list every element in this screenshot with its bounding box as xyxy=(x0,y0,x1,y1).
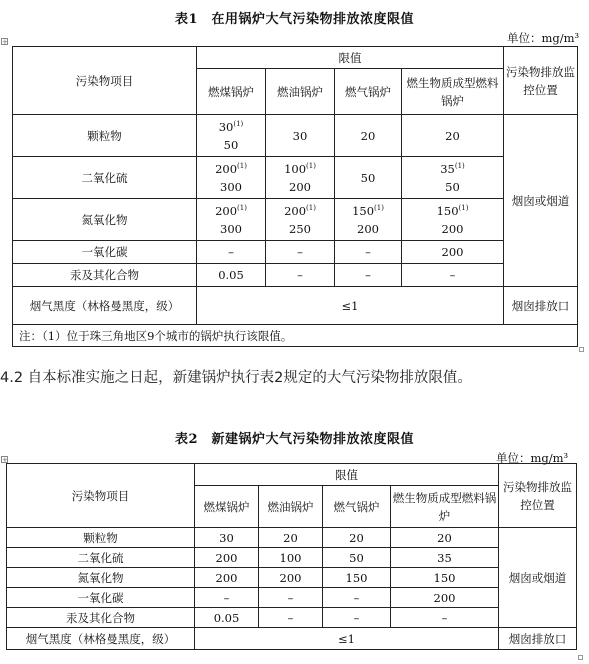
table-row xyxy=(13,241,578,264)
cell-coal: 200$^{(1)}$ 300 xyxy=(197,157,266,199)
header-monitor: 污染物排放监控位置 xyxy=(504,47,578,115)
table1-resize-handle-icon[interactable] xyxy=(579,347,584,352)
cell-biomass: 200 xyxy=(402,241,504,264)
cell-biomass: 20 xyxy=(402,115,504,157)
table2 xyxy=(6,463,577,650)
cell-oil: 200 xyxy=(259,568,323,588)
cell-oil: – xyxy=(259,608,323,628)
header-pollutant: 污染物项目 xyxy=(13,47,197,115)
table-row xyxy=(13,264,578,287)
header-biomass: 燃生物质成型燃料锅炉 xyxy=(402,69,504,115)
table-row xyxy=(7,548,577,568)
smoke-label: 烟气黑度（林格曼黑度，级） xyxy=(13,287,197,325)
row-name: 颗粒物 xyxy=(7,528,195,548)
table-row xyxy=(7,568,577,588)
row-name: 汞及其化合物 xyxy=(7,608,195,628)
cell-gas: 150$^{(1)}$ 200 xyxy=(335,199,402,241)
cell-coal: – xyxy=(195,588,259,608)
cell-coal: 200$^{(1)}$ 300 xyxy=(197,199,266,241)
paragraph-4-2: 4.2 自本标准实施之日起，新建锅炉执行表2规定的大气污染物排放限值。 xyxy=(0,370,472,386)
cell-biomass: 150$^{(1)}$ 200 xyxy=(402,199,504,241)
cell-coal: 30 xyxy=(195,528,259,548)
cell-oil: 100$^{(1)}$ 200 xyxy=(266,157,335,199)
cell-gas: 50 xyxy=(323,548,391,568)
table1-move-handle-icon[interactable]: + xyxy=(2,38,8,46)
cell-oil: 20 xyxy=(259,528,323,548)
header-limit: 限值 xyxy=(197,47,504,69)
row-name: 二氧化硫 xyxy=(7,548,195,568)
header-gas: 燃气锅炉 xyxy=(335,69,402,115)
smoke-value: ≤1 xyxy=(195,628,499,650)
header-limit: 限值 xyxy=(195,464,499,486)
cell-gas: – xyxy=(335,241,402,264)
cell-biomass: 35 xyxy=(391,548,499,568)
cell-gas: 20 xyxy=(323,528,391,548)
row-name: 一氧化碳 xyxy=(13,241,197,264)
cell-oil: 100 xyxy=(259,548,323,568)
cell-biomass: 150 xyxy=(391,568,499,588)
table2-caption: 表2 新建锅炉大气污染物排放浓度限值 xyxy=(174,432,415,447)
table-row xyxy=(13,157,578,199)
table1-caption: 表1 在用锅炉大气污染物排放浓度限值 xyxy=(174,12,415,27)
cell-gas: – xyxy=(335,264,402,287)
header-coal: 燃煤锅炉 xyxy=(197,69,266,115)
cell-coal: – xyxy=(197,241,266,264)
cell-biomass: 20 xyxy=(391,528,499,548)
cell-oil: 30 xyxy=(266,115,335,157)
smoke-monitor: 烟囱排放口 xyxy=(504,287,578,325)
table2-move-handle-icon[interactable]: + xyxy=(2,456,8,464)
cell-coal: 0.05 xyxy=(197,264,266,287)
smoke-monitor: 烟囱排放口 xyxy=(499,628,577,650)
table2-unit: 单位：mg/m³ xyxy=(496,451,569,465)
cell-biomass: – xyxy=(391,608,499,628)
smoke-value: ≤1 xyxy=(197,287,504,325)
cell-biomass: – xyxy=(402,264,504,287)
cell-gas: – xyxy=(323,608,391,628)
cell-coal: 0.05 xyxy=(195,608,259,628)
cell-oil: – xyxy=(259,588,323,608)
cell-coal: 200 xyxy=(195,548,259,568)
header-monitor: 污染物排放监控位置 xyxy=(499,464,577,528)
table1-note: 注：（1）位于珠三角地区9个城市的锅炉执行该限值。 xyxy=(13,325,578,347)
cell-gas: 20 xyxy=(335,115,402,157)
cell-gas: 50 xyxy=(335,157,402,199)
table1-unit: 单位：mg/m³ xyxy=(507,31,580,45)
cell-oil: – xyxy=(266,264,335,287)
cell-gas: 150 xyxy=(323,568,391,588)
table-row xyxy=(7,608,577,628)
header-coal: 燃煤锅炉 xyxy=(195,486,259,528)
table-row xyxy=(13,199,578,241)
header-oil: 燃油锅炉 xyxy=(266,69,335,115)
monitor-main: 烟囱或烟道 xyxy=(499,528,577,628)
row-name: 二氧化硫 xyxy=(13,157,197,199)
table1 xyxy=(12,46,578,347)
cell-oil: 200$^{(1)}$ 250 xyxy=(266,199,335,241)
cell-biomass: 35$^{(1)}$ 50 xyxy=(402,157,504,199)
table-row xyxy=(7,528,577,548)
header-biomass: 燃生物质成型燃料锅炉 xyxy=(391,486,499,528)
row-name: 一氧化碳 xyxy=(7,588,195,608)
header-gas: 燃气锅炉 xyxy=(323,486,391,528)
table-row xyxy=(13,115,578,157)
table2-resize-handle-icon[interactable] xyxy=(578,655,583,660)
header-oil: 燃油锅炉 xyxy=(259,486,323,528)
table-row xyxy=(7,588,577,608)
header-pollutant: 污染物项目 xyxy=(7,464,195,528)
row-name: 氮氧化物 xyxy=(7,568,195,588)
cell-biomass: 200 xyxy=(391,588,499,608)
cell-gas: – xyxy=(323,588,391,608)
row-name: 氮氧化物 xyxy=(13,199,197,241)
cell-coal: 30$^{(1)}$ 50 xyxy=(197,115,266,157)
row-name: 颗粒物 xyxy=(13,115,197,157)
cell-coal: 200 xyxy=(195,568,259,588)
row-name: 汞及其化合物 xyxy=(13,264,197,287)
monitor-main: 烟囱或烟道 xyxy=(504,115,578,287)
smoke-label: 烟气黑度（林格曼黑度，级） xyxy=(7,628,195,650)
cell-oil: – xyxy=(266,241,335,264)
